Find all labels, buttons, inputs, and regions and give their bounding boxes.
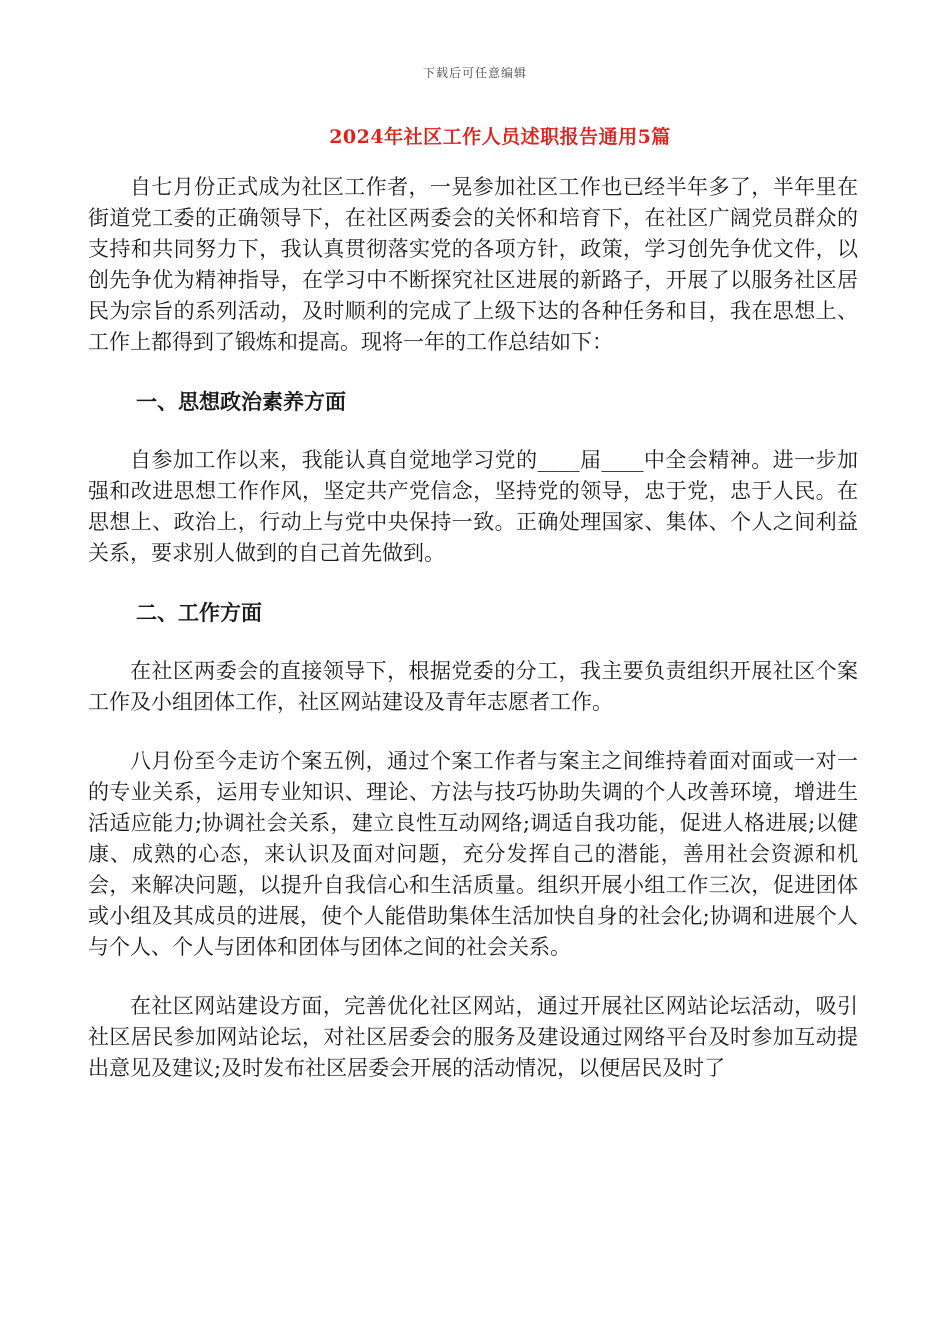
work-paragraph-2: 八月份至今走访个案五例，通过个案工作者与案主之间维持着面对面或一对一的专业关系，运用专业知识、理论、方法与技巧协助失调的个人改善环境，增进生活适应能力;协调社会关系，建立良性互动网络;调适自我功能，促进人格进展;以健康、成熟的心态，来认识及面对问题，充分发挥自己的潜能，善用社会资源和机会，来解决问题，以提升自我信心和生活质量。组织开展小组工作三次，促进团体或小组及其成员的进展，使个人能借助集体生活加快自身的社会化;协调和进展个人与个人、个人与团体和团体与团体之间的社会关系。 xyxy=(88,749,858,959)
work-paragraph-3: 在社区网站建设方面，完善优化社区网站，通过开展社区网站论坛活动，吸引社区居民参加网站论坛，对社区居委会的服务及建设通过网络平台及时参加互动提出意见及建议;及时发布社区居委会开展的活动情况，以便居民及时了 xyxy=(88,994,858,1080)
document-body xyxy=(88,172,858,1112)
section-heading-ideology: 一、思想政治素养方面 xyxy=(136,389,346,414)
work-paragraph-1: 在社区两委会的直接领导下，根据党委的分工，我主要负责组织开展社区个案工作及小组团体工作，社区网站建设及青年志愿者工作。 xyxy=(88,659,858,714)
header-note: 下载后可任意编辑 xyxy=(422,66,527,80)
document-title: 2024年社区工作人员述职报告通用5篇 xyxy=(329,126,671,148)
intro-paragraph: 自七月份正式成为社区工作者，一晃参加社区工作也已经半年多了，半年里在街道党工委的正确领导下，在社区两委会的关怀和培育下，在社区广阔党员群众的支持和共同努力下，我认真贯彻落实党的各项方针，政策，学习创先争优文件，以创先争优为精神指导，在学习中不断探究社区进展的新路子，开展了以服务社区居民为宗旨的系列活动，及时顺利的完成了上级下达的各种任务和目，我在思想上、工作上都得到了锻炼和提高。现将一年的工作总结如下： xyxy=(88,175,858,354)
ideology-paragraph: 自参加工作以来，我能认真自觉地学习党的____届____中全会精神。进一步加强和改进思想工作作风，坚定共产党信念，坚持党的领导，忠于党，忠于人民。在思想上、政治上，行动上与党中央保持一致。正确处理国家、集体、个人之间利益关系，要求别人做到的自己首先做到。 xyxy=(88,448,858,565)
section-heading-work: 二、工作方面 xyxy=(136,600,262,625)
